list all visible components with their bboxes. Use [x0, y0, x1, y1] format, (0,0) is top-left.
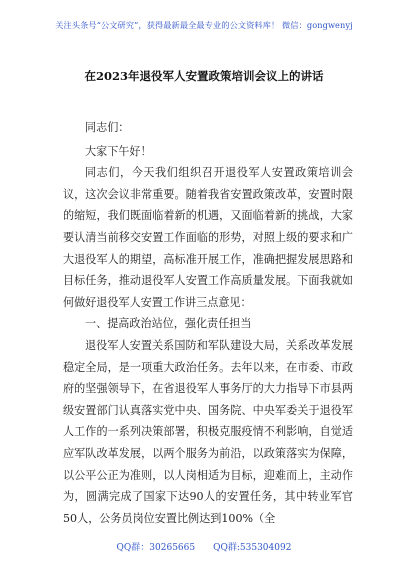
footer-qq-value-1: 30265665 [149, 543, 196, 553]
page-title: 在2023年退役军人安置政策培训会议上的讲话 [84, 69, 324, 83]
header-banner: 关注头条号“公文研究”，获得最新最全最专业的公文资料库！ 微信：gongwenyj [55, 20, 353, 30]
footer-qq-label-1: QQ群： [116, 543, 150, 553]
salutation: 同志们： [85, 121, 130, 134]
footer-contact [0, 540, 408, 553]
section-heading-1: 一、提高政治站位，强化责任担当 [85, 317, 252, 331]
footer-qq-value-2: 535304092 [239, 543, 292, 553]
paragraph-1: 同志们，今天我们组织召开退役军人安置政策培训会议，这次会议非常重要。随着我省安置政策改革，安置时限的缩短，我们既面临着新的机遇，又面临着新的挑战，大家要认清当前移交安置工作面临的形势，对照上级的要求和广大退役军人的期望，高标准开展工作，准确把握发展思路和目标任务，推动退役军人安置工作高质量发展。下面我就如何做好退役军人安置工作讲三点意见： [63, 166, 353, 309]
footer-qq-label-2: QQ群: [213, 543, 240, 553]
document-body [63, 117, 353, 529]
greeting: 大家下午好！ [85, 144, 152, 158]
paragraph-2: 退役军人安置关系国防和军队建设大局，关系改革发展稳定全局，是一项重大政治任务。去年以来，在市委、市政府的坚强领导下，在省退役军人事务厅的大力指导下市县两级安置部门认真落实党中央、国务院、中央军委关于退役军人工作的一系列决策部署，积极克服疫情不利影响，自觉适应军队改革发展，以两个服务为前沿，以政策落实为保障，以公平公正为准则，以人岗相适为目标，迎难而上，主动作为，圆满完成了国家下达90人的安置任务，其中转业军官50人，公务员岗位安置比例达到100%（全 [63, 338, 353, 525]
